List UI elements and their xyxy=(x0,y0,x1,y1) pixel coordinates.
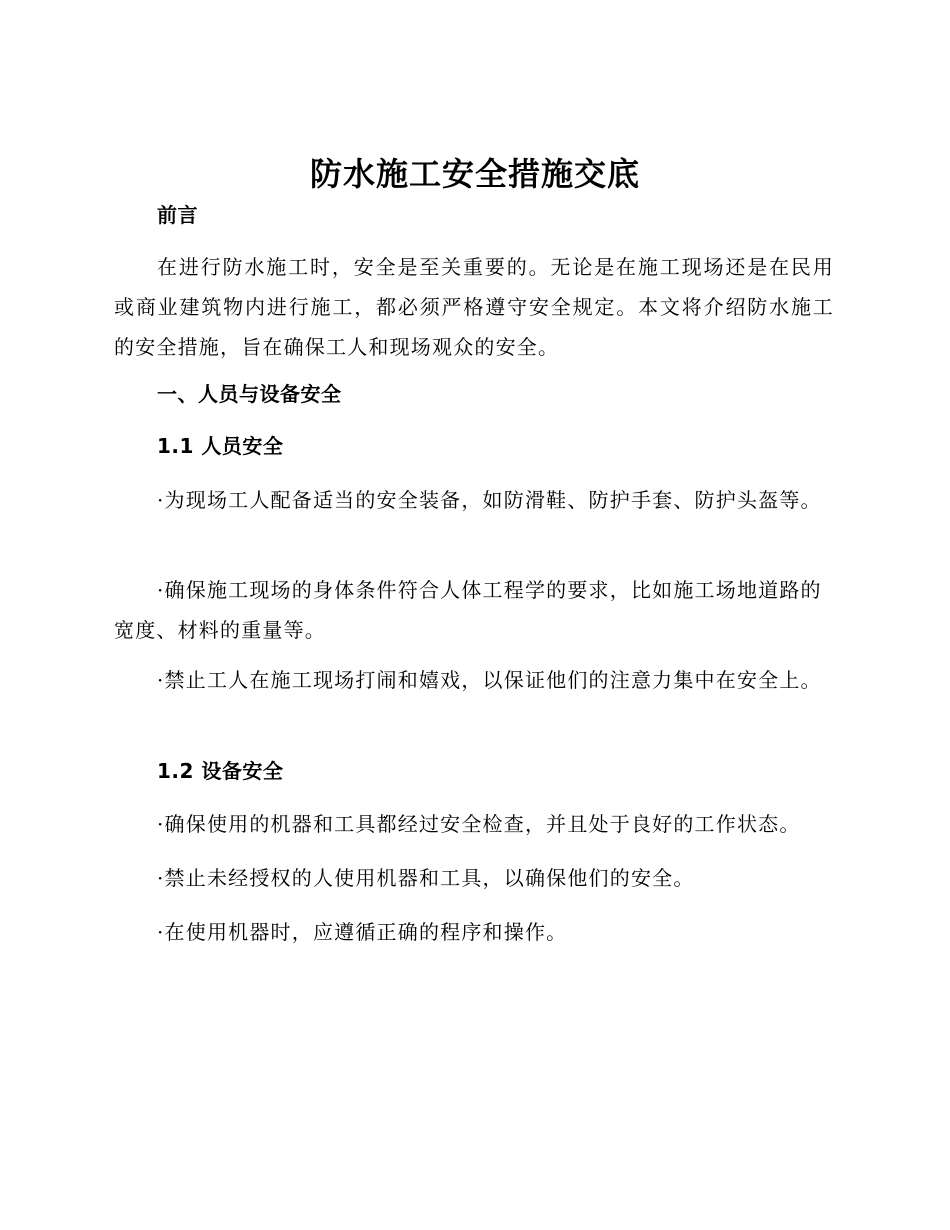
list-item: ·确保使用的机器和工具都经过安全检查，并且处于良好的工作状态。 xyxy=(157,812,801,836)
document-title: 防水施工安全措施交底 xyxy=(309,155,640,193)
subsection-heading-personnel-safety: 1.1 人员安全 xyxy=(157,434,284,458)
list-item: ·确保施工现场的身体条件符合人体工程学的要求，比如施工场地道路的宽度、材料的重量等。 xyxy=(114,578,822,642)
subsection-heading-equipment-safety: 1.2 设备安全 xyxy=(157,759,284,783)
section-heading-personnel-equipment: 一、人员与设备安全 xyxy=(157,382,342,406)
list-item: ·在使用机器时，应遵循正确的程序和操作。 xyxy=(157,920,568,944)
preface-heading: 前言 xyxy=(157,203,198,227)
list-item: ·禁止未经授权的人使用机器和工具，以确保他们的安全。 xyxy=(157,866,695,890)
preface-paragraph: 在进行防水施工时，安全是至关重要的。无论是在施工现场还是在民用或商业建筑物内进行施工，都必须严格遵守安全规定。本文将介绍防水施工的安全措施，旨在确保工人和现场观众的安全。 xyxy=(114,255,834,359)
list-item: ·禁止工人在施工现场打闹和嬉戏，以保证他们的注意力集中在安全上。 xyxy=(157,668,822,692)
list-item: ·为现场工人配备适当的安全装备，如防滑鞋、防护手套、防护头盔等。 xyxy=(157,488,822,512)
